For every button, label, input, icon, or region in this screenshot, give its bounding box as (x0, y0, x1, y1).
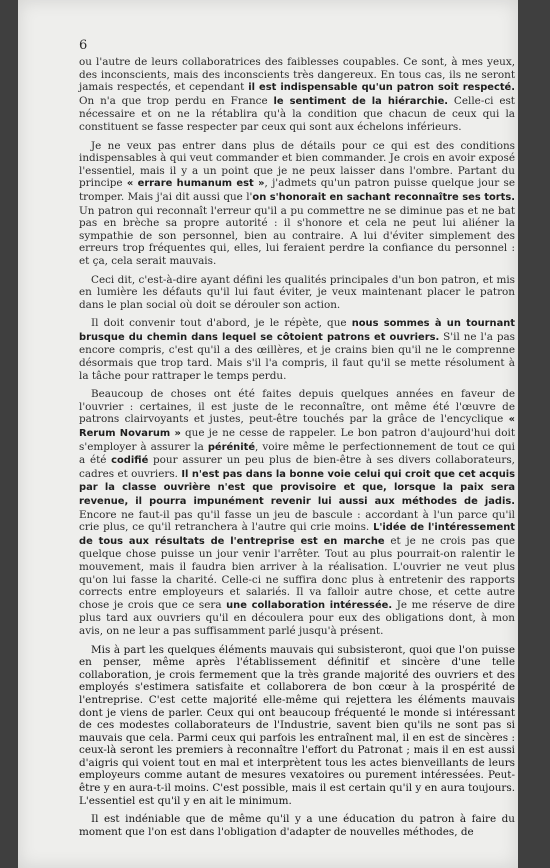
text-run: ou l'autre de leurs collaboratrices des faiblesses coupables. Ce sont, à mes yeux, des inconscients, mais des inconscients très dangereux. En tous cas, ils ne seront jamais respectés, et cependant (79, 56, 515, 94)
bold-text-run: « Rerum Novarum » (79, 414, 515, 440)
text-run: Je me réserve de dire plus tard aux ouvriers qu'il en découlera pour eux des obligations dont, à mon avis, on ne leur a pas suffisamment parlé jusqu'à présent. (79, 598, 515, 637)
text-run: Je ne veux pas entrer dans plus de détails pour ce qui est des conditions indispensables à qui veut commander et bien commander. Je crois en avoir exposé l'essentiel, mais il y a un point que je ne peux laisser dans l'ombre. Partant du principe (79, 139, 515, 190)
text-run: Ceci dit, c'est-à-dire ayant défini les qualités principales d'un bon patron, et mis en lumière les défauts qu'il lui faut éviter, je veux maintenant placer le patron dans le plan social où doit se dérouler son action. (79, 273, 515, 311)
text-run: , voire même le perfectionnement de tout ce qui a été (79, 440, 515, 467)
bold-text-run: codifié (111, 455, 149, 467)
book-page (18, 0, 518, 868)
text-run: Celle-ci est nécessaire et on ne la rétablira qu'à la condition que chacun de ceux qui la constituent se fasse respecter par ceux qui sont aux échelons inférieurs. (79, 94, 515, 133)
bold-text-run: il est indispensable qu'un patron soit respecté. (248, 82, 516, 94)
text-run: Mis à part les quelques éléments mauvais qui subsisteront, quoi que l'on puisse en penser, même après l'établissement définitif et sincère d'une telle collaboration, je crois fermement que la très grande majorité des ouvriers et des employés s'estimera satisfaite et collaborera de bon cœur à la prospérité de l'entreprise. C'est cette majorité elle-même qui rejettera les éléments mauvais dont je viens de parler. Ceux qui ont beaucoup fréquenté le monde si intéressant de ces modestes collaborateurs de l'Industrie, savent bien qu'ils ne sont pas si mauvais que cela. Parmi ceux qui parfois les entraînent mal, il en est de sincères : ceux-là seront les premiers à reconnaître l'effort du Patronat ; mais il en est aussi d'aigris qui voient tout en mal et interprètent tous les actes bienveillants de leurs employeurs comme autant de mesures vexatoires ou purement intéressées. Peut-être y en aura-t-il moins. C'est possible, mais il est certain qu'il y en aura toujours. L'essentiel est qu'il y en ait le minimum. (79, 643, 515, 807)
bold-text-run: Il n'est pas dans la bonne voie celui qui croit que cet acquis par la classe ouvrière n'est que provisoire et que, lorsque la paix sera revenue, il pourra impunément revenir lui aussi aux méthodes de jadis. (79, 468, 515, 507)
text-run: pour assurer un peu plus de bien-être à ses divers collaborateurs, cadres et ouvriers. (79, 454, 515, 480)
paragraph (79, 56, 515, 134)
page-body-text (79, 56, 515, 844)
paragraph (79, 644, 515, 808)
text-run: Beaucoup de choses ont été faites depuis quelques années en faveur de l'ouvrier : certaines, il est juste de le reconnaître, ont même été l'œuvre de patrons clairvoyants et justes, peut-être touchés par la grâce de l'encyclique (79, 388, 515, 426)
bold-text-run: L'idée de l'intéressement de tous aux résultats de l'entreprise est en marche (79, 522, 515, 547)
text-run: On n'a que trop perdu en France (79, 94, 274, 107)
bold-text-run: le sentiment de la hiérarchie. (273, 95, 449, 107)
text-run: Encore ne faut-il pas qu'il fasse un jeu de bascule : accordant à l'un parce qu'il crie plus, ce qu'il retranchera à l'autre qui crie moins. (79, 508, 515, 534)
bold-text-run: pérénité (207, 441, 256, 453)
paragraph (79, 274, 515, 312)
text-run: S'il ne l'a pas encore compris, c'est qu'il a des œillères, et je crains bien qu'il ne le comprenne désormais que trop tard. Mais s'il l'a compris, il faut qu'il se mette résolument à la tâche pour rattraper le temps perdu. (79, 330, 516, 382)
text-run: , j'admets qu'un patron puisse quelque jour se tromper. Mais j'ai dit aussi que l' (79, 177, 515, 203)
text-run: Un patron qui reconnaît l'erreur qu'il a pu commettre ne se diminue pas et ne bat pas en brèche sa propre autorité : il s'honore et cela ne peut lui aliéner la sympathie de son personnel, bien au contraire. A lui d'éviter simplement des erreurs trop fréquentes qui, elles, lui feraient perdre la confiance du personnel : et ça, cela serait mauvais. (79, 204, 515, 267)
page-number: 6 (79, 38, 88, 53)
text-run: Il est indéniable que de même qu'il y a une éducation du patron à faire du moment que l'on est dans l'obligation d'adapter de nouvelles méthodes, de (79, 813, 515, 838)
text-run: Il doit convenir tout d'abord, je le répète, que (91, 317, 352, 330)
paragraph (79, 388, 515, 637)
bold-text-run: on s'honorait en sachant reconnaître ses torts. (252, 191, 515, 203)
bold-text-run: « errare humanum est » (126, 178, 265, 190)
bold-text-run: une collaboration intéressée. (226, 599, 393, 611)
text-run: et je ne crois pas que quelque chose puisse un jour venir l'arrêter. Tout au plus pourrait-on ralentir le mouvement, mais il faudra bien arriver à la réalisation. L'ouvrier ne veut plus qu'on lui fasse la charité. Celle-ci ne suffira donc plus à entretenir des rapports corrects entre employeurs et salariés. Il va falloir autre chose, et cette autre chose je crois que ce sera (79, 534, 515, 611)
paragraph (79, 140, 515, 268)
paragraph (79, 813, 515, 838)
bold-text-run: nous sommes à un tournant brusque du chemin dans lequel se côtoient patrons et ouvriers. (79, 318, 515, 343)
paragraph (79, 317, 515, 382)
text-run: que je ne cesse de rappeler. Le bon patron d'aujourd'hui doit s'employer à assurer la (79, 427, 515, 453)
